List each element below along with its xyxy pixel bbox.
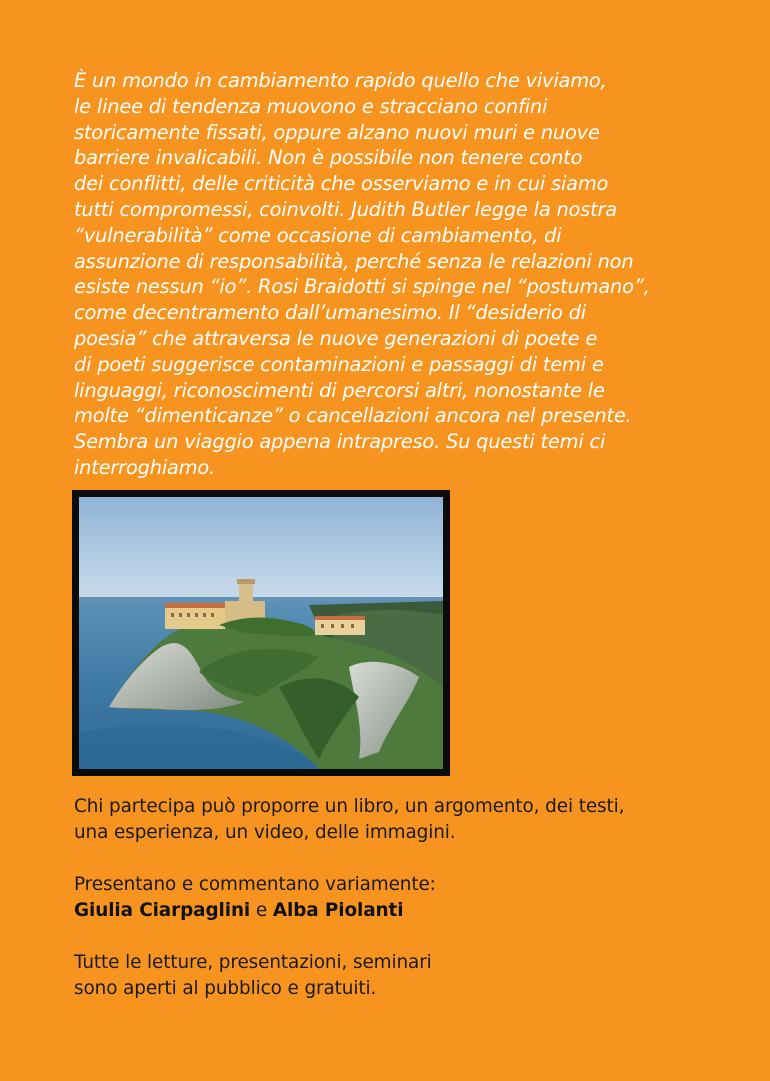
castle-cliff-photo bbox=[79, 497, 443, 769]
presenters-paragraph bbox=[74, 872, 734, 924]
participation-paragraph bbox=[74, 794, 734, 846]
castle-photo-frame bbox=[72, 490, 450, 776]
closing-line: Tutte le letture, presentazioni, seminari bbox=[74, 952, 432, 973]
participation-line: Chi partecipa può proporre un libro, un argomento, dei testi, bbox=[74, 796, 625, 817]
participation-line: una esperienza, un video, delle immagini. bbox=[74, 822, 456, 843]
intro-line: storicamente fissati, oppure alzano nuovi muri e nuove bbox=[74, 120, 600, 144]
intro-line: molte “dimenticanze” o cancellazioni ancora nel presente. bbox=[74, 404, 632, 428]
presenters-names bbox=[74, 898, 734, 924]
presenters-intro: Presentano e commentano variamente: bbox=[74, 874, 436, 895]
intro-line: interroghiamo. bbox=[74, 455, 216, 479]
intro-line: dei conflitti, delle criticità che osserviamo e in cui siamo bbox=[74, 172, 609, 196]
intro-line: linguaggi, riconoscimenti di percorsi altri, nonostante le bbox=[74, 378, 605, 402]
intro-line: tutti compromessi, coinvolti. Judith Butler legge la nostra bbox=[74, 197, 617, 221]
presenter-conjunction: e bbox=[250, 900, 273, 921]
intro-line: assunzione di responsabilità, perché senza le relazioni non bbox=[74, 249, 634, 273]
closing-line: sono aperti al pubblico e gratuiti. bbox=[74, 978, 377, 999]
closing-paragraph bbox=[74, 950, 734, 1002]
intro-line: come decentramento dall’umanesimo. Il “desiderio di bbox=[74, 301, 586, 325]
presenter-name: Giulia Ciarpaglini bbox=[74, 900, 251, 921]
intro-line: “vulnerabilità” come occasione di cambiamento, di bbox=[74, 223, 562, 247]
intro-paragraph bbox=[74, 68, 734, 481]
intro-line: di poeti suggerisce contaminazioni e passaggi di temi e bbox=[74, 352, 604, 376]
intro-line: Sembra un viaggio appena intrapreso. Su questi temi ci bbox=[74, 430, 606, 454]
intro-line: esiste nessun “io”. Rosi Braidotti si spinge nel “postumano”, bbox=[74, 275, 650, 299]
intro-line: poesia” che attraversa le nuove generazioni di poete e bbox=[74, 326, 598, 350]
intro-line: le linee di tendenza muovono e stracciano confini bbox=[74, 94, 548, 118]
presenter-name: Alba Piolanti bbox=[272, 900, 404, 921]
intro-line: barriere invalicabili. Non è possibile non tenere conto bbox=[74, 146, 583, 170]
intro-line: È un mondo in cambiamento rapido quello che viviamo, bbox=[74, 69, 607, 92]
